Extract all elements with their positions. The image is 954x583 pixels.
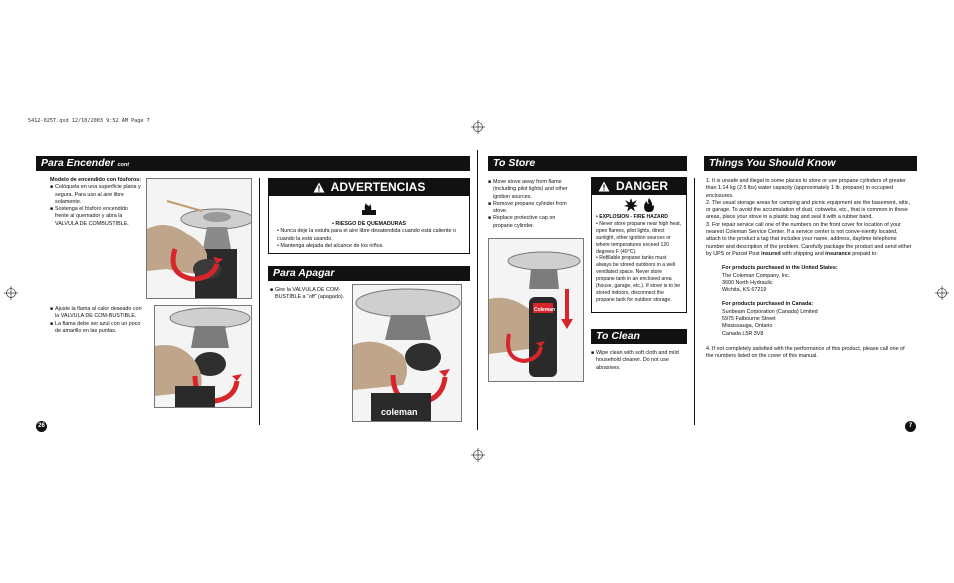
list-item: ■ Replace protective cap on propane cylinder. [488,215,556,229]
burn-hazard-icon [361,202,377,216]
clean-text [591,350,687,372]
store-text [488,179,574,230]
photo-adjust-flame [154,305,252,408]
things-to-know-text [706,178,912,361]
para-apagar-title-bar [268,266,470,281]
warning-item: • Nunca deje la estufa para el aire libre desatendida cuando está caliente o cuando la está usando. [277,228,456,242]
explosion-icon [624,198,638,212]
list-item: ■ Gire la VALVULA DE COM-BUSTIBLE a “off” (apagado). [270,287,345,301]
danger-title: DANGER [616,179,669,193]
paragraph-1: 1. It is unsafe and illegal in some places to store or use propane cylinders of greater than 1.14 kg (2.5 lbs) water capacity (approximately 1 lb. propane) in occupied enclosures. [706,178,906,199]
para-encender-title: Para Encender [41,157,115,169]
list-item: ■ La flama debe ser azul con un poco de amarillo en las puntas. [50,320,141,334]
page-number-left: 26 [36,421,47,432]
danger-item: • Never store propane near high heat, open flames, pilot lights, direct sunlight, other ignition sources or where temperatures exceed 120 degrees F (49°C). [596,220,682,255]
photo-turn-off [352,284,462,422]
photo-lighting-match [146,178,252,299]
things-to-know-title: Things You Should Know [709,157,836,169]
danger-item: • Refillable propane tanks must always be stored outdoors in a well ventilated space. Never store propane tank in an enclosed area (house, garage, etc.). If stove is to be stored indoors, disconnect the propane tank for outdoor storage. [596,255,681,303]
paragraph-4: 4. If not completely satisfied with the performance of this product, please call one of the numbers listed on the cover of this manual. [706,345,905,360]
list-item: ■ Ajuste la flama al calor deseado con la VALVULA DE COM-BUSTIBLE. [50,306,142,320]
advertencias-box [268,178,470,254]
list-item: ■ Colóquela en una superficie plana y segura. Para uso al aire libre solamente. [50,184,141,205]
list-item: ■ Move stove away from flame (including pilot lights) and other ignition sources. [488,179,568,200]
photo-remove-cylinder [488,238,584,382]
danger-header [592,178,686,195]
apagar-text [270,287,350,302]
list-item: ■ Wipe clean with soft cloth and mild household cleaner. Do not use abrasives. [591,350,679,371]
column-divider-1 [259,178,260,425]
modelo-heading: Modelo de encendido con fósforos: [50,177,142,183]
para-encender-suffix: cont [117,162,130,168]
paragraph-3: 3. For repair service call one of the numbers on the front cover for location of your nearest Coleman Service Center. If a service center is not conve-niently located, attach to the product a tag that includes your name, address, daytime telephone number and description of the problem. Carefully package the product and send either by UPS or Parcel Post insured with shipping and insurance prepaid to: [706,221,912,257]
registration-mark-left-icon [4,286,18,300]
canada-address: For products purchased in Canada: Sunbeam Corporation (Canada) Limited 5975 Falbourne Street Mississauga, Ontario Canada L5R 3V8 [722,301,818,337]
advertencias-header [269,179,469,196]
para-apagar-title: Para Apagar [273,267,335,279]
danger-box [591,177,687,313]
registration-mark-bottom-icon [471,448,485,462]
burn-hazard-subtitle: • RIESGO DE QUEMADURAS [331,221,407,227]
col1-block-b [50,306,142,335]
registration-mark-right-icon [935,286,949,300]
tank-brand-label: coleman [381,407,418,417]
to-clean-title-bar [591,329,687,344]
warning-triangle-icon [313,182,325,193]
list-item: ■ Sostenga el fósforo encendido frente al quemador y abra la VALVULA DE COMBUSTIBLE. [50,206,129,227]
things-to-know-title-bar [704,156,917,171]
to-store-title-bar [488,156,687,171]
to-clean-title: To Clean [596,330,640,342]
us-address: For products purchased in the United States: The Coleman Company, Inc. 3600 North Hydraulic Wichita, KS 67219 [722,265,838,294]
column-divider-3 [694,178,695,425]
page-number-right: 7 [905,421,916,432]
to-store-title: To Store [493,157,536,169]
fire-icon [643,198,655,212]
explosion-hazard-subtitle: • EXPLOSION - FIRE HAZARD [596,214,668,220]
paragraph-2: 2. The usual storage areas for camping and picnic equipment are the basement, attic, or garage. To avoid the accumulation of dust, cobwebs, etc., that is common in these areas, place your stove in a plastic bag and seal it with a rubber band. [706,199,910,221]
tank-brand-label: Coleman [534,307,556,313]
warning-item: • Mantenga alejada del alcance de los niños. [277,242,384,249]
registration-mark-top-icon [471,120,485,134]
col1-block-a [50,177,142,228]
para-encender-title-bar [36,156,470,171]
warning-triangle-icon [598,181,610,192]
list-item: ■ Remove propane cylinder from stove. [488,200,567,215]
slug-line: 5412-025T.qxd 12/10/2003 9:52 AM Page 7 [28,118,150,124]
center-fold-line [477,150,478,430]
advertencias-title: ADVERTENCIAS [330,180,426,194]
